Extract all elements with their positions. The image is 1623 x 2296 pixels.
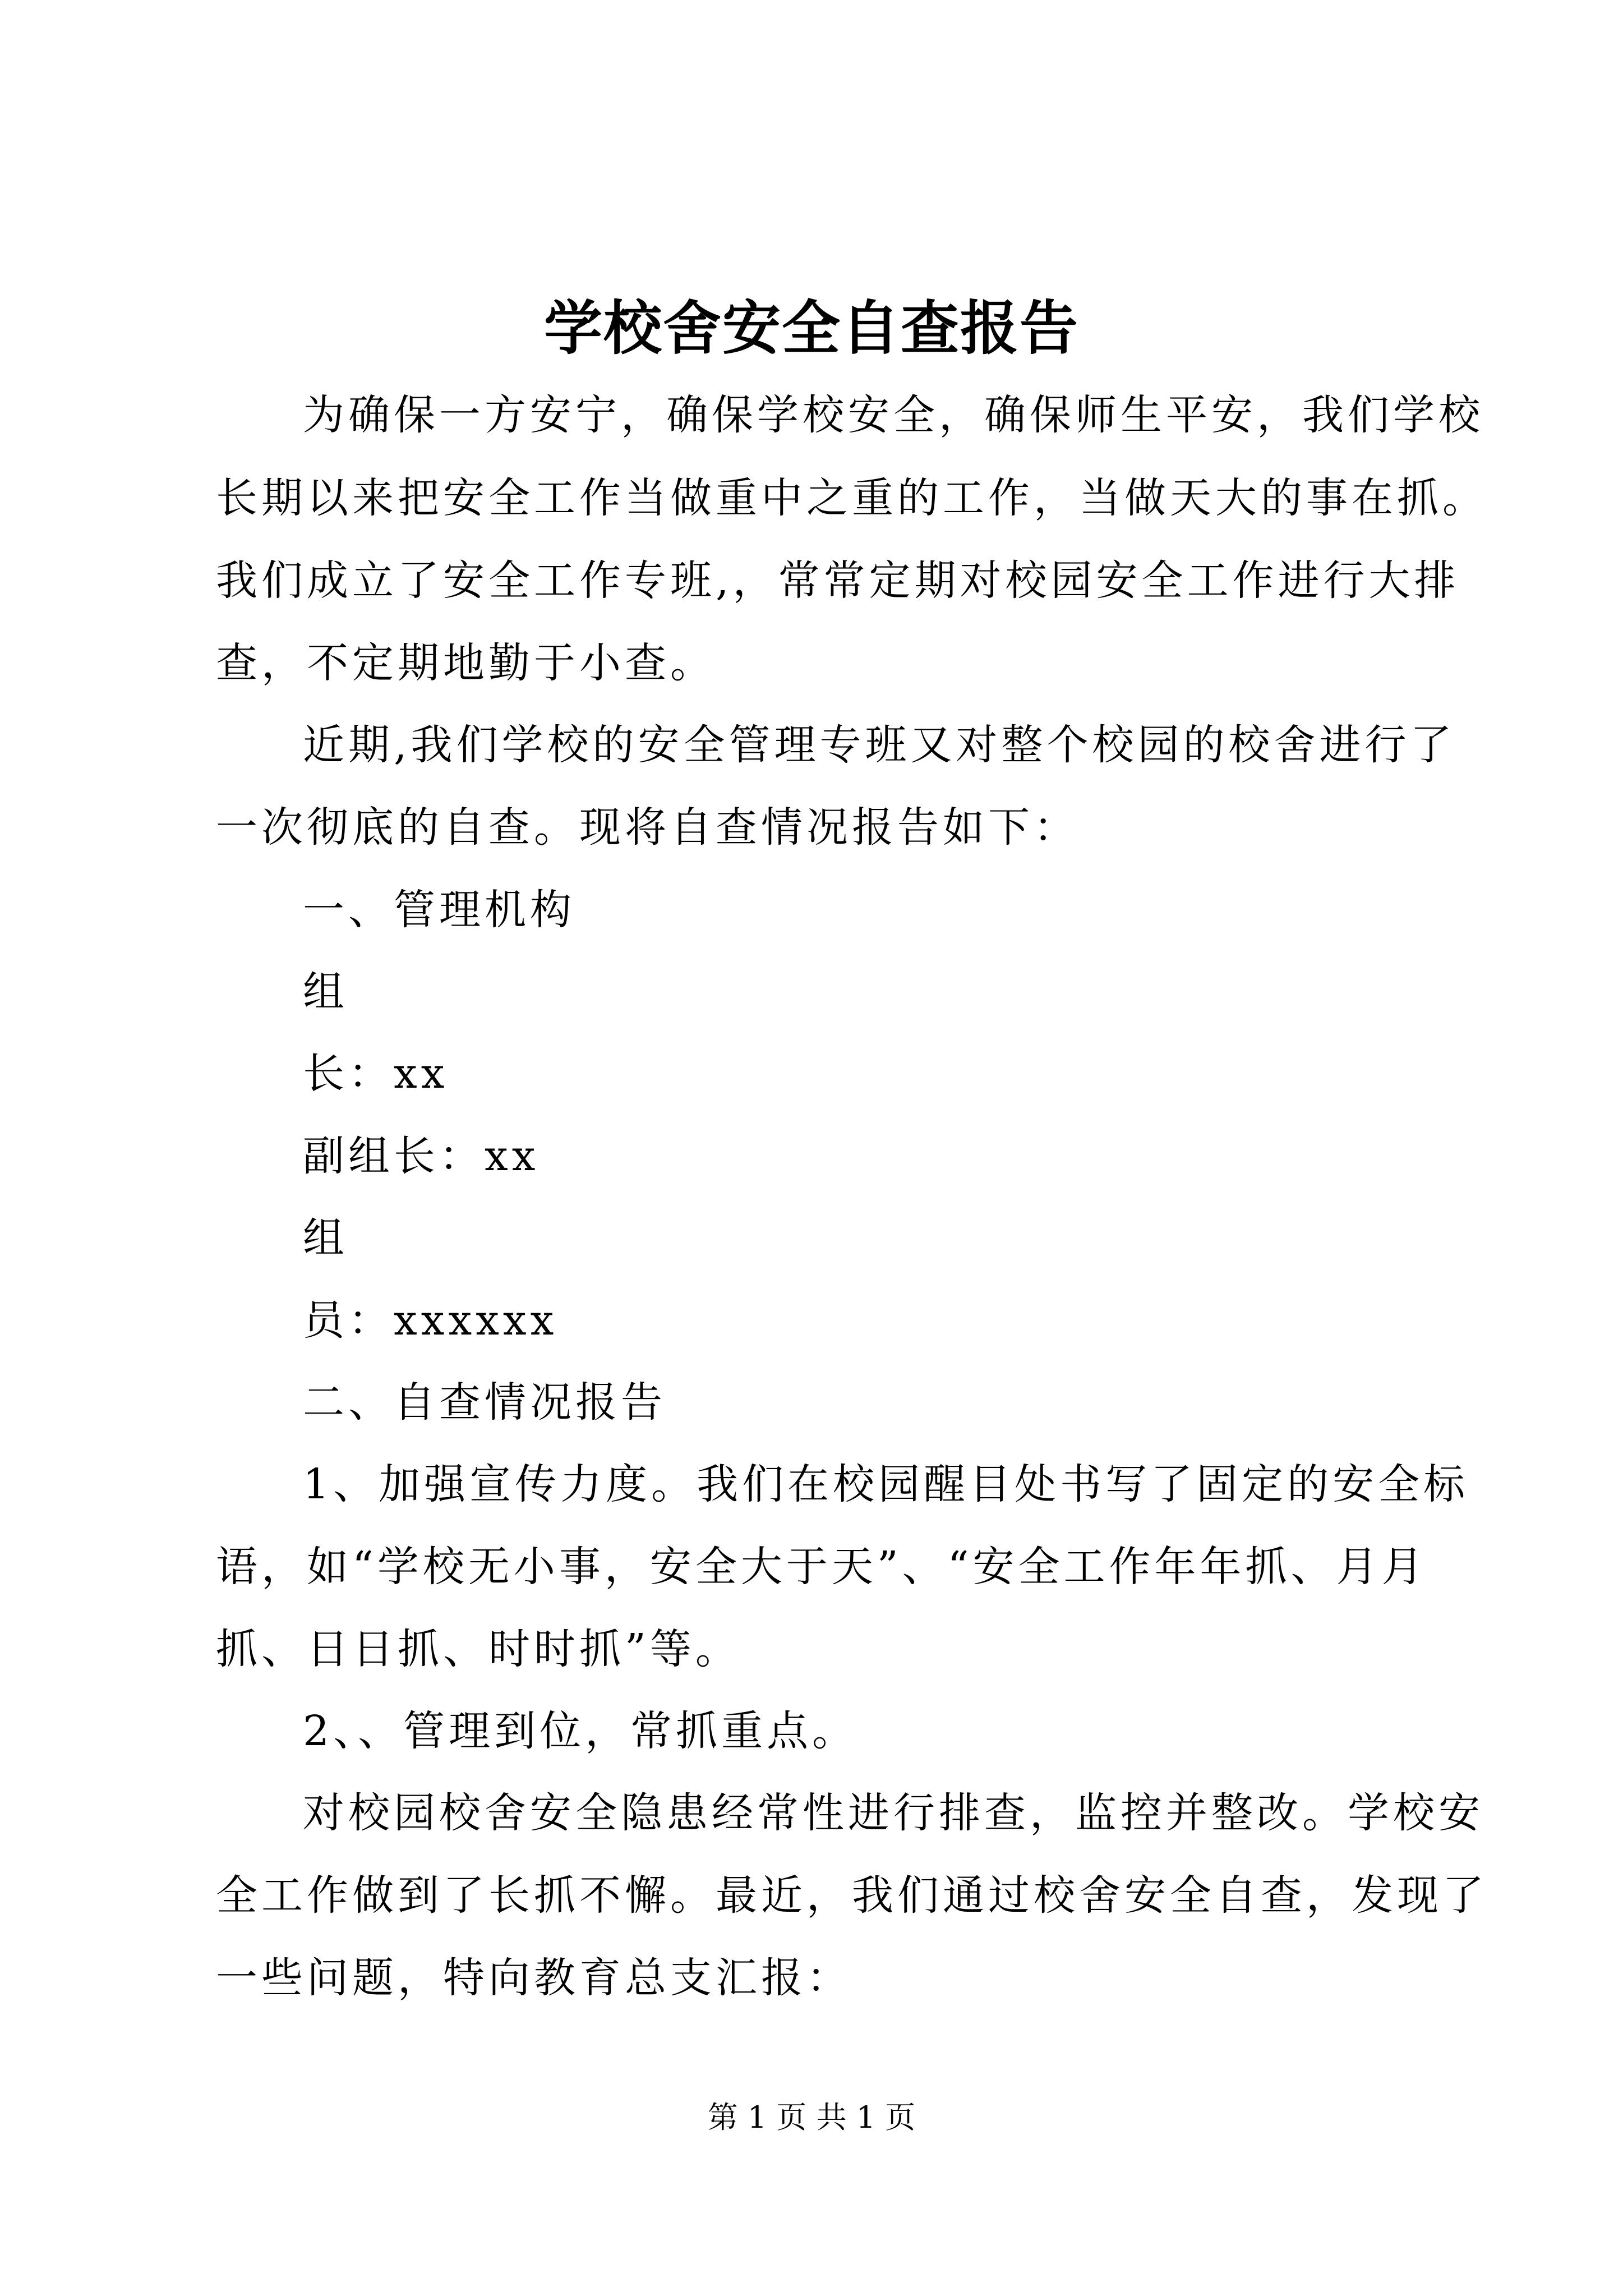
text-line: 2、、管理到位，常抓重点。 xyxy=(303,1707,858,1755)
text-line: 全工作做到了长抓不懈。最近，我们通过校舍安全自查，发现了 xyxy=(216,1871,1488,1920)
document-title: 学校舍安全自查报告 xyxy=(543,293,1079,362)
text-line: 抓、日日抓、时时抓”等。 xyxy=(216,1625,741,1673)
text-line: 为确保一方安宁，确保学校安全，确保师生平安，我们学校 xyxy=(303,391,1484,439)
section-heading: 一、管理机构 xyxy=(303,886,575,934)
text-line: 查，不定期地勤于小查。 xyxy=(216,639,716,687)
text-line: 一次彻底的自查。现将自查情况报告如下： xyxy=(216,803,1079,852)
text-line: 长期以来把安全工作当做重中之重的工作，当做天大的事在抓。 xyxy=(216,474,1488,522)
text-line: 长：xx xyxy=(303,1050,449,1098)
text-line: 一些问题，特向教育总支汇报： xyxy=(216,1954,852,2002)
text-line: 1、加强宣传力度。我们在校园醒目处书写了固定的安全标 xyxy=(303,1460,1469,1508)
text-line: 对校园校舍安全隐患经常性进行排查，监控并整改。学校安 xyxy=(303,1789,1484,1837)
page-footer: 第 1 页 共 1 页 xyxy=(707,2100,916,2135)
text-line: 语，如“学校无小事，安全大于天”、“安全工作年年抓、月月 xyxy=(216,1543,1427,1591)
section-heading: 二、自查情况报告 xyxy=(303,1378,666,1427)
text-line: 员：xxxxxx xyxy=(303,1296,558,1345)
text-line: 副组长：xx xyxy=(303,1132,540,1180)
text-line: 近期,我们学校的安全管理专班又对整个校园的校舍进行了 xyxy=(303,721,1456,769)
text-line: 组 xyxy=(303,968,348,1016)
text-line: 组 xyxy=(303,1214,348,1262)
text-line: 我们成立了安全工作专班,，常常定期对校园安全工作进行大排 xyxy=(216,556,1460,605)
